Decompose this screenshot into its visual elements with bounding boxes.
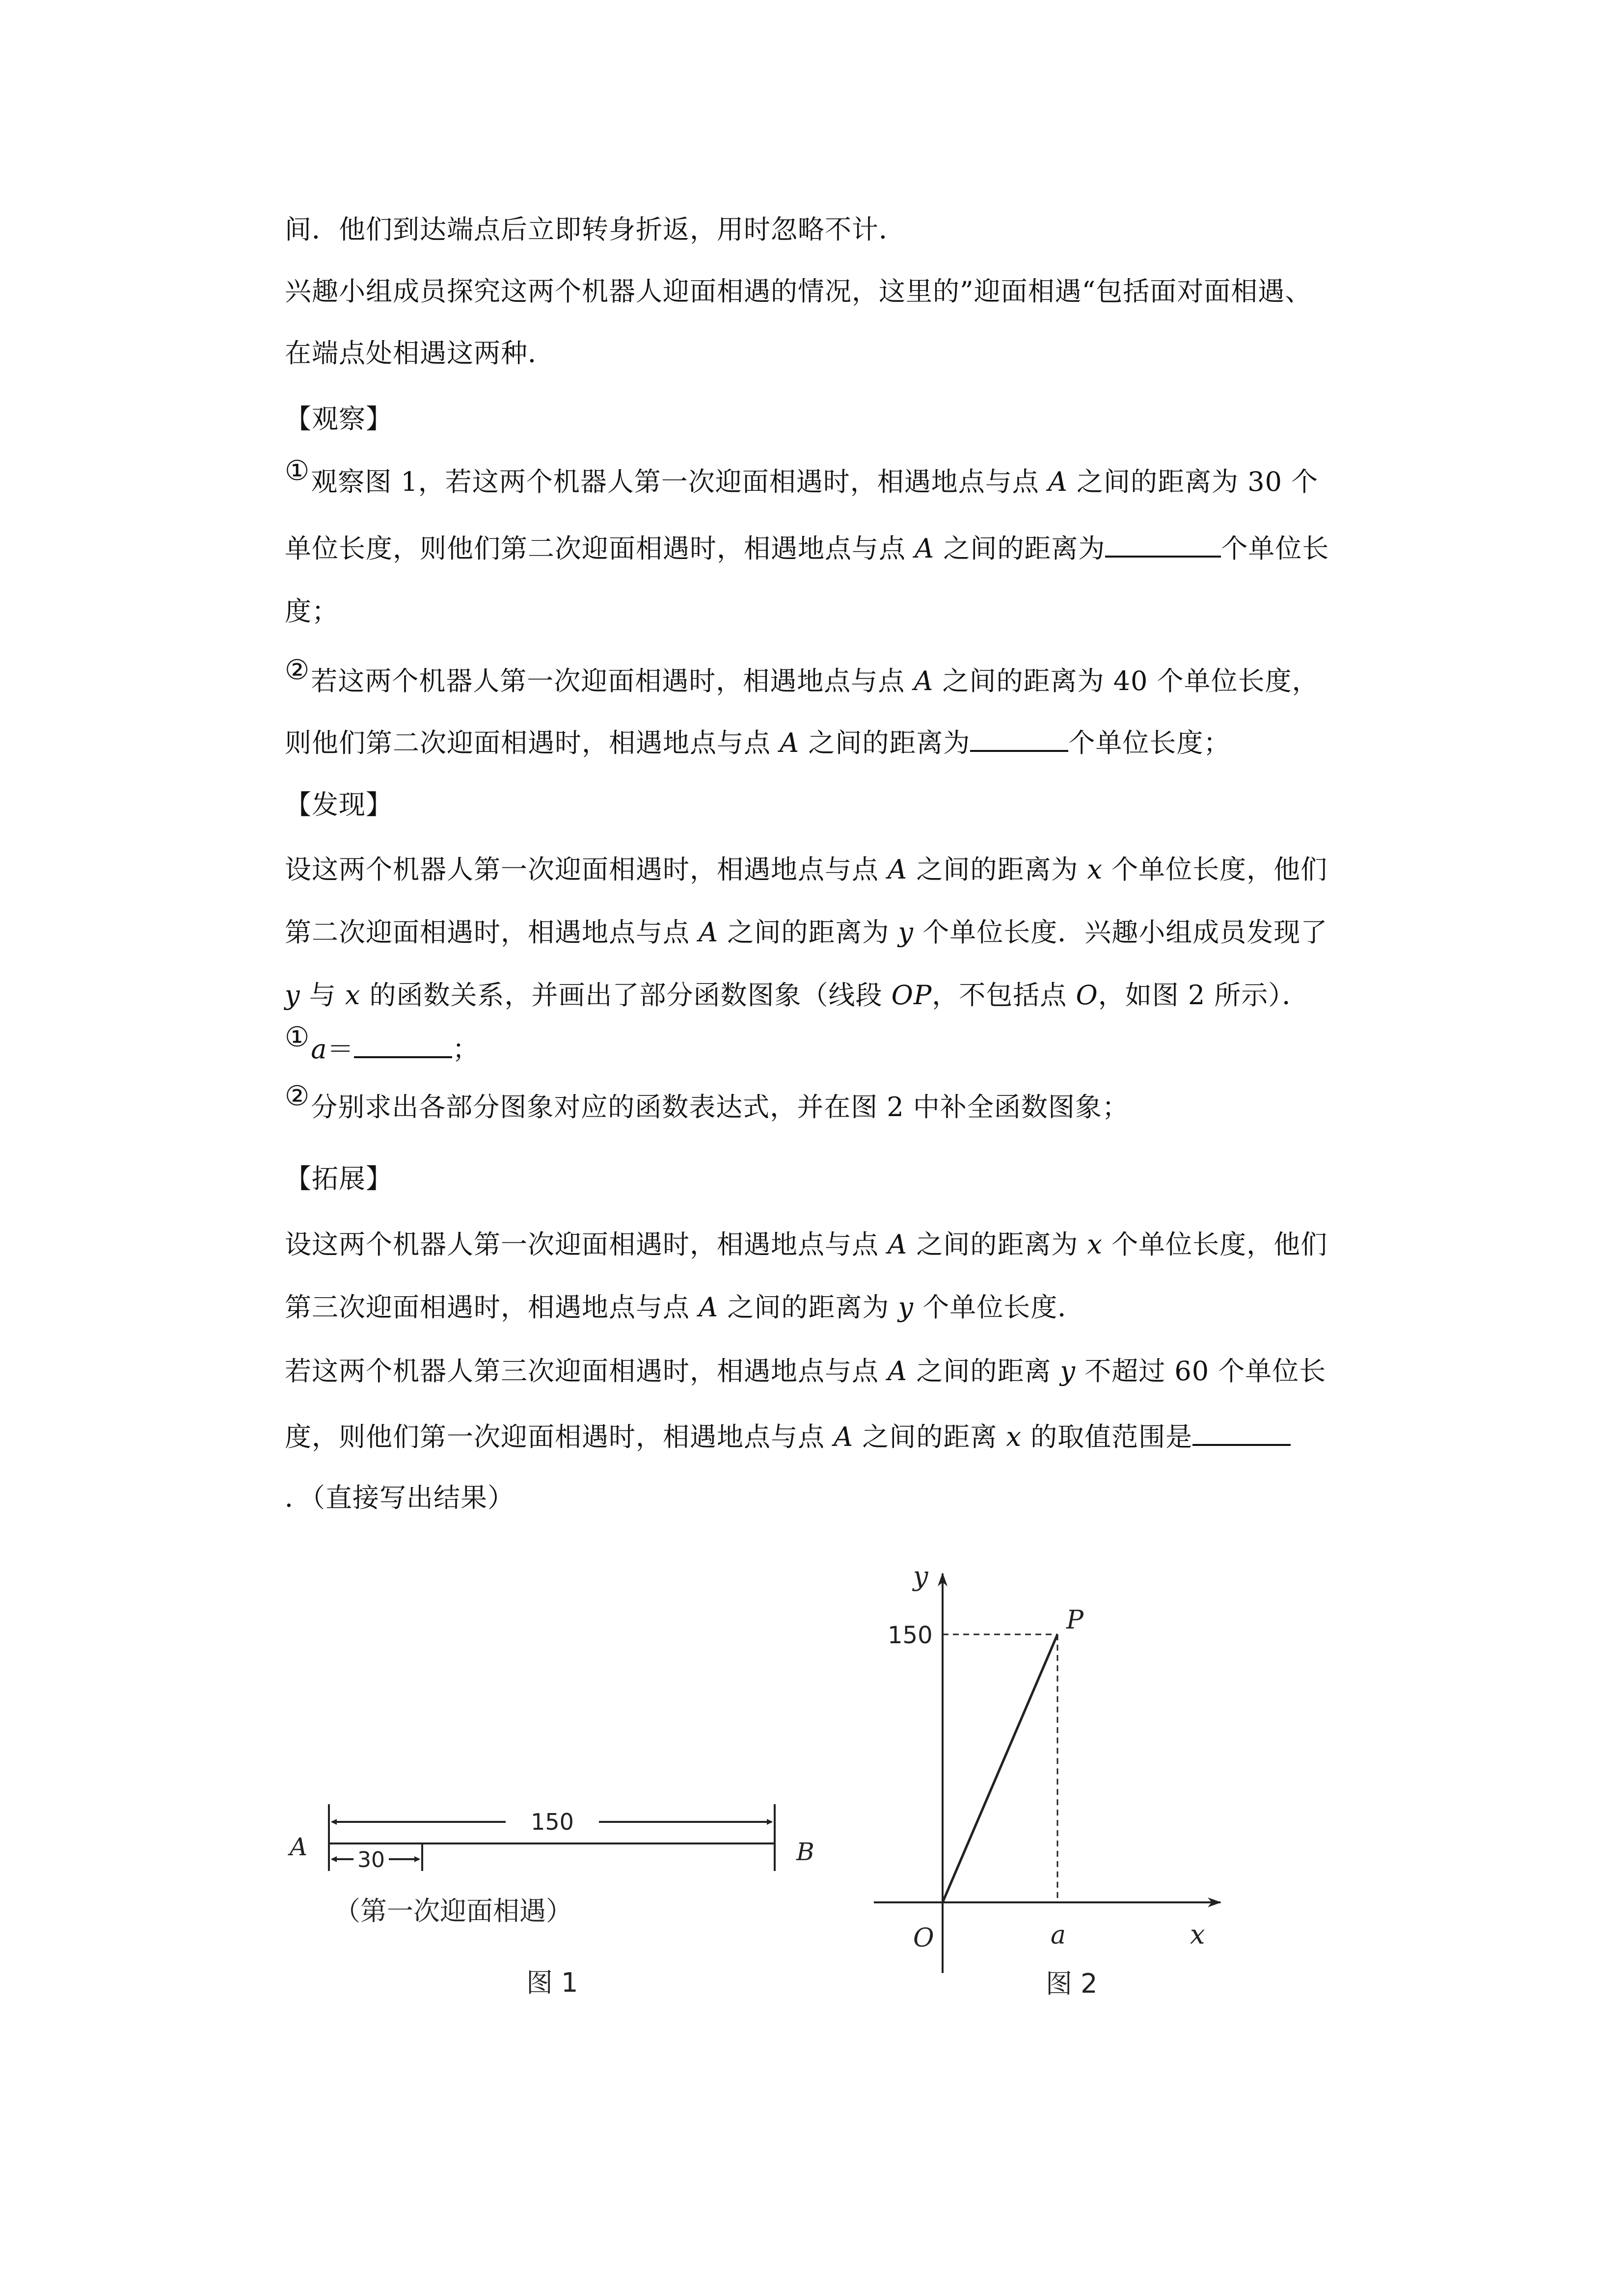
label-B: B bbox=[796, 1838, 814, 1866]
text-span: 之间的距离为 bbox=[907, 1229, 1087, 1260]
text-span: 分别求出各部分图象对应的函数表达式，并在图 2 中补全函数图象； bbox=[311, 1092, 1129, 1122]
answer-blank[interactable] bbox=[354, 1031, 452, 1058]
text-span: 与 bbox=[300, 980, 345, 1011]
circled-number-2: ② bbox=[285, 1080, 310, 1112]
circled-number-2: ② bbox=[285, 654, 310, 686]
text-span: 之间的距离 bbox=[853, 1421, 1006, 1452]
observe-question-1 bbox=[285, 455, 1319, 500]
figure-2 bbox=[864, 1551, 1267, 2022]
text-span: 个单位长度，他们 bbox=[1102, 1229, 1328, 1260]
discover-question-2 bbox=[285, 1080, 1129, 1125]
text-line bbox=[285, 530, 1329, 566]
variable-x: x bbox=[1006, 1421, 1022, 1452]
text-span: 之间的距离为 bbox=[718, 917, 898, 948]
text-span: 之间的距离为 bbox=[934, 533, 1106, 564]
origin-label: O bbox=[913, 1923, 934, 1953]
text-span: 个单位长度． bbox=[914, 1292, 1085, 1323]
heading-text: 【观察】 bbox=[285, 403, 393, 434]
text-span: ； bbox=[452, 1034, 480, 1065]
label-A: A bbox=[290, 1833, 308, 1861]
text-line bbox=[285, 724, 1230, 761]
text-span: 个单位长度，他们 bbox=[1102, 854, 1328, 885]
answer-blank[interactable] bbox=[1105, 530, 1221, 558]
text-line bbox=[285, 336, 555, 371]
text-span: 之间的距离 bbox=[907, 1356, 1060, 1387]
text-span: 间．他们到达端点后立即转身折返，用时忽略不计． bbox=[285, 214, 906, 245]
text-span: 度，则他们第一次迎面相遇时，相遇地点与点 bbox=[285, 1421, 834, 1452]
figure-1-note: （第一次迎面相遇） bbox=[334, 1896, 572, 1926]
text-span: 的函数关系，并画出了部分函数图象（线段 bbox=[360, 980, 892, 1011]
variable-x: x bbox=[1087, 1229, 1103, 1260]
section-heading-expand bbox=[285, 1161, 393, 1197]
segment-OP: OP bbox=[891, 980, 932, 1011]
text-span: ，不包括点 bbox=[932, 980, 1076, 1011]
point-A: A bbox=[888, 1229, 908, 1260]
text-line bbox=[285, 1290, 1084, 1325]
text-line bbox=[285, 1418, 1291, 1455]
text-line bbox=[285, 1480, 514, 1516]
variable-x: x bbox=[345, 980, 361, 1011]
text-span: 之间的距离为 bbox=[718, 1292, 898, 1323]
point-A: A bbox=[780, 727, 800, 758]
variable-y: y bbox=[285, 980, 300, 1011]
text-line bbox=[285, 915, 1327, 950]
label-30: 30 bbox=[357, 1847, 385, 1872]
point-P-label: P bbox=[1066, 1605, 1083, 1635]
text-span: 在端点处相遇这两种． bbox=[285, 338, 555, 369]
variable-x: x bbox=[1087, 854, 1103, 885]
text-line bbox=[285, 852, 1327, 887]
text-span: 的取值范围是 bbox=[1021, 1421, 1193, 1452]
text-span: 之间的距离为 bbox=[799, 727, 971, 758]
segment-OP bbox=[943, 1634, 1057, 1902]
text-span: 观察图 1，若这两个机器人第一次迎面相遇时，相遇地点与点 bbox=[311, 466, 1048, 497]
variable-y: y bbox=[898, 917, 914, 948]
text-span: 兴趣小组成员探究这两个机器人迎面相遇的情况，这里的”迎面相遇“包括面对面相遇、 bbox=[285, 276, 1312, 307]
text-span: 不超过 60 个单位长 bbox=[1076, 1356, 1326, 1387]
text-line bbox=[285, 274, 1312, 309]
section-heading-observe bbox=[285, 401, 393, 437]
y-axis-label: y bbox=[913, 1561, 928, 1592]
text-span: 单位长度，则他们第二次迎面相遇时，相遇地点与点 bbox=[285, 533, 915, 564]
text-span: 若这两个机器人第一次迎面相遇时，相遇地点与点 bbox=[311, 666, 914, 696]
text-span: 之间的距离为 30 个 bbox=[1067, 466, 1319, 497]
text-span: 个单位长度； bbox=[1068, 727, 1231, 758]
text-span: 度； bbox=[285, 596, 339, 627]
text-span: 个单位长度．兴趣小组成员发现了 bbox=[914, 917, 1328, 948]
figure-2-caption: 图 2 bbox=[1046, 1968, 1098, 1999]
x-axis-label: x bbox=[1190, 1919, 1205, 1950]
text-span: 第二次迎面相遇时，相遇地点与点 bbox=[285, 917, 699, 948]
text-span: ，如图 2 所示）． bbox=[1098, 980, 1309, 1011]
circled-number-1: ① bbox=[285, 1021, 310, 1053]
figure-1 bbox=[275, 1757, 844, 2032]
variable-y: y bbox=[898, 1292, 914, 1323]
point-A: A bbox=[1048, 466, 1068, 497]
text-span: 之间的距离为 bbox=[907, 854, 1087, 885]
equals-sign: ＝ bbox=[327, 1034, 354, 1065]
point-A: A bbox=[699, 917, 719, 948]
text-line bbox=[285, 1354, 1326, 1389]
text-line bbox=[285, 1227, 1327, 1262]
text-span: 设这两个机器人第一次迎面相遇时，相遇地点与点 bbox=[285, 854, 888, 885]
answer-blank[interactable] bbox=[970, 724, 1068, 752]
point-A: A bbox=[888, 854, 908, 885]
text-line bbox=[285, 594, 339, 629]
text-line bbox=[285, 978, 1309, 1013]
text-span: 第三次迎面相遇时，相遇地点与点 bbox=[285, 1292, 699, 1323]
text-span: 则他们第二次迎面相遇时，相遇地点与点 bbox=[285, 727, 780, 758]
point-A: A bbox=[915, 533, 935, 564]
x-tick-a: a bbox=[1051, 1921, 1066, 1950]
text-span: 之间的距离为 40 个单位长度， bbox=[933, 666, 1319, 696]
point-A: A bbox=[834, 1421, 854, 1452]
text-span: ．（直接写出结果） bbox=[285, 1482, 514, 1513]
figure-1-caption: 图 1 bbox=[526, 1967, 578, 1998]
point-O: O bbox=[1076, 980, 1098, 1011]
variable-y: y bbox=[1060, 1356, 1076, 1387]
text-span: 个单位长 bbox=[1221, 533, 1329, 564]
text-span: 设这两个机器人第一次迎面相遇时，相遇地点与点 bbox=[285, 1229, 888, 1260]
point-A: A bbox=[699, 1292, 719, 1323]
point-A: A bbox=[888, 1356, 908, 1387]
observe-question-2 bbox=[285, 654, 1319, 699]
section-heading-discover bbox=[285, 787, 393, 823]
answer-blank[interactable] bbox=[1192, 1418, 1291, 1446]
point-A: A bbox=[914, 666, 934, 696]
y-tick-150: 150 bbox=[888, 1622, 933, 1649]
text-line bbox=[285, 212, 906, 247]
heading-text: 【发现】 bbox=[285, 789, 393, 820]
discover-question-1 bbox=[285, 1021, 480, 1067]
variable-a: a bbox=[311, 1034, 327, 1065]
text-span: 若这两个机器人第三次迎面相遇时，相遇地点与点 bbox=[285, 1356, 888, 1387]
label-150: 150 bbox=[531, 1809, 574, 1835]
circled-number-1: ① bbox=[285, 455, 310, 487]
heading-text: 【拓展】 bbox=[285, 1163, 393, 1194]
